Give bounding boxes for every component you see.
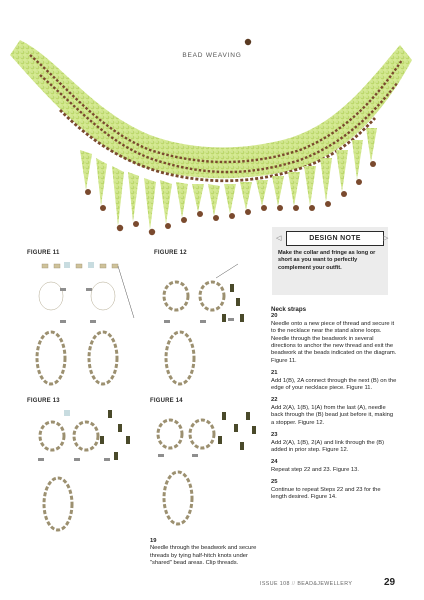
necklace-photo xyxy=(0,0,424,250)
step-19 xyxy=(150,538,270,568)
step-text: Add 2(A), 1(B), 2(A) and link through the (B) added in prior step. Figure 12. xyxy=(271,439,385,453)
design-note-title: DESIGN NOTE xyxy=(286,231,384,246)
step-number: 20 xyxy=(271,313,278,320)
arrow-right-icon: ▷ xyxy=(383,235,389,242)
step-number: 25 xyxy=(271,479,278,486)
figure-13-diagram xyxy=(30,406,142,540)
figure-12-diagram xyxy=(156,258,260,398)
page-number: 29 xyxy=(384,577,396,588)
footer-magazine: BEAD&JEWELLERY xyxy=(297,581,353,587)
design-note-text: Make the collar and fringe as long or short as you want to perfectly complement your outfit. xyxy=(278,250,376,271)
step-number: 23 xyxy=(271,432,278,439)
step-text: Needle onto a new piece of thread and secure it to the necklace near the stand alone loops. Needle through the beadwork in several directions to anchor the new thread and exit the beadwork at the beads indicated on the diagram. Figure 11. xyxy=(271,320,397,364)
step-text: Add 2(A), 1(B), 1(A) from the last (A), needle back through the (B) bead just before it, making a stopper. Figure 12. xyxy=(271,404,394,426)
neck-straps-heading: Neck straps xyxy=(271,306,307,313)
page-footer xyxy=(260,581,400,587)
step-number: 22 xyxy=(271,397,278,404)
figure-11-diagram xyxy=(30,258,142,398)
step-19-text: Needle through the beadwork and secure threads by tying half-hitch knots under "shared" bead areas. Clip threads. xyxy=(150,545,257,567)
footer-separator: // xyxy=(291,581,296,587)
neck-straps-instructions xyxy=(271,306,397,501)
figure-14-diagram xyxy=(152,406,264,536)
figure-12-label: FIGURE 12 xyxy=(154,250,187,256)
figure-13-label: FIGURE 13 xyxy=(27,398,60,404)
footer-issue: ISSUE 108 xyxy=(260,581,290,587)
step-number: 21 xyxy=(271,370,278,377)
step-text: Continue to repeat Steps 22 and 23 for the length desired. Figure 14. xyxy=(271,486,381,500)
step-19-number: 19 xyxy=(150,538,157,544)
step-text: Repeat step 22 and 23. Figure 13. xyxy=(271,466,359,473)
figure-14-label: FIGURE 14 xyxy=(150,398,183,404)
step-number: 24 xyxy=(271,459,278,466)
arrow-left-icon: ◁ xyxy=(276,235,282,242)
figure-11-label: FIGURE 11 xyxy=(27,250,60,256)
section-label: BEAD WEAVING xyxy=(182,52,242,59)
step-text: Add 1(B), 2A connect through the next (B) on the edge of your necklace piece. Figure 11. xyxy=(271,377,397,392)
